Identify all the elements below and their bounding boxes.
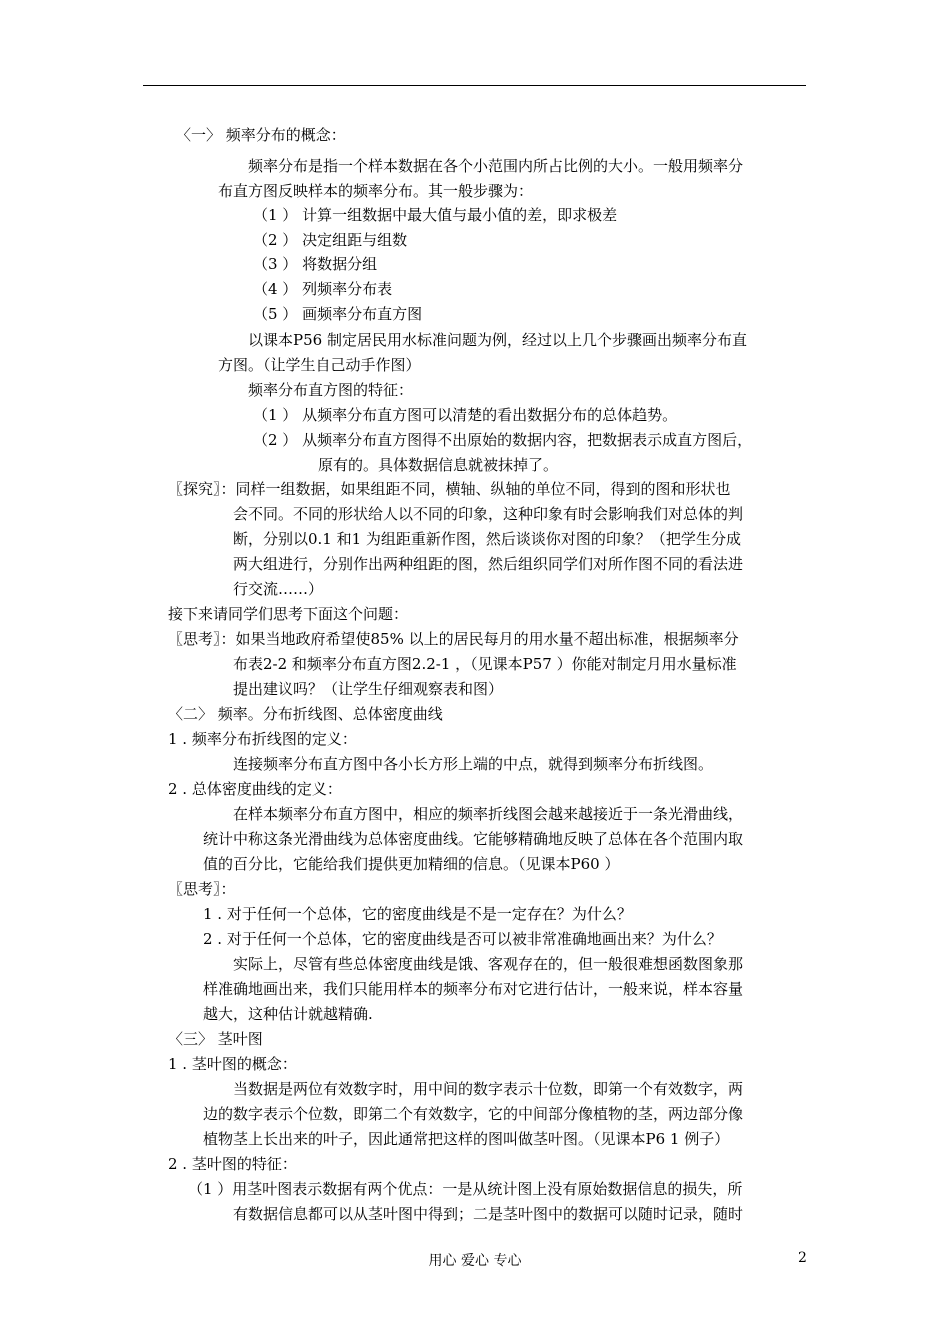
question-item: 2 . 对于任何一个总体，它的密度曲线是否可以被非常准确地画出来？为什么？ bbox=[203, 930, 722, 948]
paragraph-line: 布直方图反映样本的频率分布。其一般步骤为： bbox=[218, 182, 534, 200]
paragraph-line: 以课本P56 制定居民用水标准问题为例，经过以上几个步骤画出频率分布直 bbox=[248, 331, 747, 349]
section-heading-1: 〈一〉 频率分布的概念： bbox=[176, 126, 346, 144]
paragraph-line: 越大，这种估计就越精确. bbox=[203, 1005, 373, 1023]
subheading: 2 . 总体密度曲线的定义： bbox=[168, 780, 342, 798]
paragraph-line: 连接频率分布直方图中各小长方形上端的中点，就得到频率分布折线图。 bbox=[233, 755, 714, 773]
paragraph-line: 会不同。不同的形状给人以不同的印象，这种印象有时会影响我们对总体的判 bbox=[233, 505, 744, 523]
paragraph-line: 在样本频率分布直方图中，相应的频率折线图会越来越接近于一条光滑曲线， bbox=[233, 805, 744, 823]
section-heading-2: 〈二〉 频率。分布折线图、总体密度曲线 bbox=[168, 705, 443, 723]
paragraph-line: 有数据信息都可以从茎叶图中得到；二是茎叶图中的数据可以随时记录，随时 bbox=[233, 1205, 744, 1223]
paragraph-line: 实际上，尽管有些总体密度曲线是饿、客观存在的，但一般很难想函数图象那 bbox=[233, 955, 744, 973]
paragraph-line: 两大组进行，分别作出两种组距的图，然后组织同学们对所作图不同的看法进 bbox=[233, 555, 744, 573]
list-item: （1 ） 从频率分布直方图可以清楚的看出数据分布的总体趋势。 bbox=[253, 406, 678, 424]
list-item: （4 ） 列频率分布表 bbox=[253, 280, 393, 298]
explore-paragraph-line: 〖探究〗：同样一组数据，如果组距不同，横轴、纵轴的单位不同，得到的图和形状也 bbox=[168, 480, 731, 498]
page-number: 2 bbox=[798, 1250, 807, 1266]
paragraph-line: （1 ）用茎叶图表示数据有两个优点：一是从统计图上没有原始数据信息的损失，所 bbox=[188, 1180, 743, 1198]
list-item: （2 ） 决定组距与组数 bbox=[253, 231, 408, 249]
paragraph-line: 值的百分比，它能给我们提供更加精细的信息。（见课本P60 ） bbox=[203, 855, 620, 873]
paragraph-line: 频率分布直方图的特征： bbox=[248, 381, 414, 399]
paragraph-line: 提出建议吗？（让学生仔细观察表和图） bbox=[233, 680, 504, 698]
list-item: （5 ） 画频率分布直方图 bbox=[253, 305, 423, 323]
think-paragraph-line: 〖思考〗：如果当地政府希望使85% 以上的居民每月的用水量不超出标准，根据频率分 bbox=[168, 630, 739, 648]
think-heading: 〖思考〗： bbox=[168, 880, 236, 898]
paragraph-line: 接下来请同学们思考下面这个问题： bbox=[168, 605, 409, 623]
paragraph-line: 方图。（让学生自己动手作图） bbox=[218, 356, 421, 374]
list-item: （3 ） 将数据分组 bbox=[253, 255, 378, 273]
subheading: 2 . 茎叶图的特征： bbox=[168, 1155, 297, 1173]
footer-text: 用心 爱心 专心 bbox=[428, 1253, 522, 1269]
list-item: （2 ） 从频率分布直方图得不出原始的数据内容，把数据表示成直方图后， bbox=[253, 431, 753, 449]
section-heading-3: 〈三〉 茎叶图 bbox=[168, 1030, 263, 1048]
subheading: 1 . 茎叶图的概念： bbox=[168, 1055, 297, 1073]
list-item: （1 ） 计算一组数据中最大值与最小值的差，即求极差 bbox=[253, 206, 618, 224]
paragraph-line: 样准确地画出来，我们只能用样本的频率分布对它进行估计，一般来说，样本容量 bbox=[203, 980, 744, 998]
paragraph-line: 植物茎上长出来的叶子，因此通常把这样的图叫做茎叶图。（见课本P6 1 例子） bbox=[203, 1130, 730, 1148]
subheading: 1 . 频率分布折线图的定义： bbox=[168, 730, 357, 748]
question-item: 1 . 对于任何一个总体，它的密度曲线是不是一定存在？为什么？ bbox=[203, 905, 632, 923]
paragraph-line: 布表2-2 和频率分布直方图2.2-1 ，（见课本P57 ）你能对制定月用水量标准 bbox=[233, 655, 737, 673]
paragraph-line: 统计中称这条光滑曲线为总体密度曲线。它能够精确地反映了总体在各个范围内取 bbox=[203, 830, 744, 848]
paragraph-line: 行交流……） bbox=[233, 580, 324, 598]
paragraph-line: 原有的。具体数据信息就被抹掉了。 bbox=[318, 456, 559, 474]
paragraph-line: 断，分别以0.1 和1 为组距重新作图，然后谈谈你对图的印象？（把学生分成 bbox=[233, 530, 741, 548]
paragraph-line: 频率分布是指一个样本数据在各个小范围内所占比例的大小。一般用频率分 bbox=[248, 157, 744, 175]
paragraph-line: 边的数字表示个位数，即第二个有效数字，它的中间部分像植物的茎，两边部分像 bbox=[203, 1105, 744, 1123]
header-rule bbox=[143, 85, 806, 86]
paragraph-line: 当数据是两位有效数字时，用中间的数字表示十位数，即第一个有效数字，两 bbox=[233, 1080, 744, 1098]
